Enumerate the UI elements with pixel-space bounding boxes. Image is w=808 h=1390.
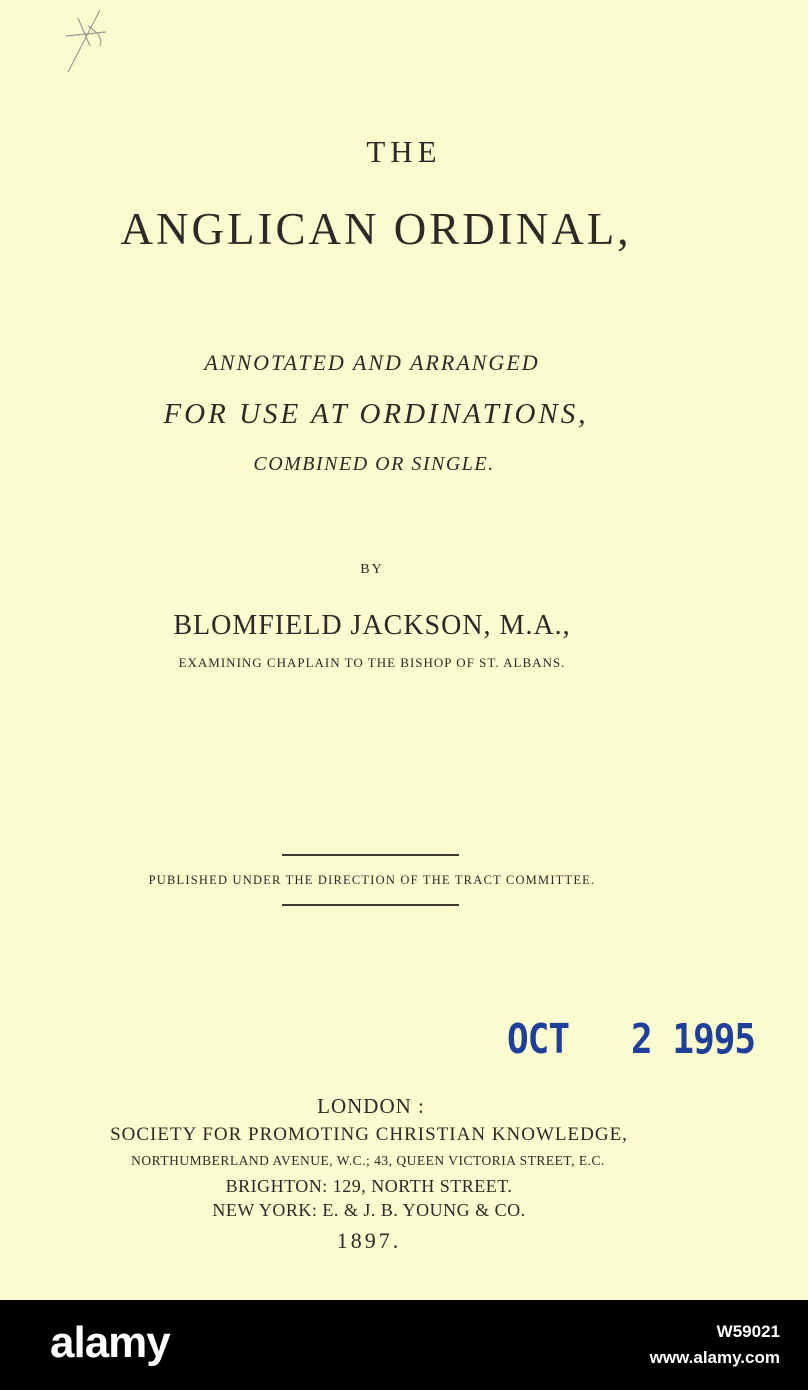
imprint-address: NORTHUMBERLAND AVENUE, W.C.; 43, QUEEN VICTORIA STREET, E.C. bbox=[131, 1153, 605, 1168]
divider-top bbox=[282, 854, 459, 856]
imprint-year: 1897. bbox=[336, 1228, 402, 1253]
by-label: BY bbox=[360, 562, 384, 577]
imprint-newyork: NEW YORK: E. & J. B. YOUNG & CO. bbox=[212, 1200, 526, 1220]
published-note: PUBLISHED UNDER THE DIRECTION OF THE TRACT COMMITTEE. bbox=[148, 873, 596, 887]
date-stamp: OCT 2 1995 bbox=[507, 1016, 756, 1064]
imprint-brighton: BRIGHTON: 129, NORTH STREET. bbox=[225, 1176, 513, 1196]
pencil-mark-icon bbox=[60, 6, 110, 76]
title-line-2: ANGLICAN ORDINAL, bbox=[120, 204, 632, 254]
title-line-1: THE bbox=[366, 134, 442, 169]
image-id: W59021 bbox=[716, 1322, 780, 1341]
imprint-publisher: SOCIETY FOR PROMOTING CHRISTIAN KNOWLEDGE, bbox=[110, 1124, 628, 1145]
subtitle-line-2: FOR USE AT ORDINATIONS, bbox=[163, 398, 589, 430]
subtitle-line-1: ANNOTATED AND ARRANGED bbox=[204, 350, 540, 375]
author-role: EXAMINING CHAPLAIN TO THE BISHOP OF ST. ALBANS. bbox=[178, 655, 566, 670]
subtitle-line-3: COMBINED OR SINGLE. bbox=[253, 453, 495, 475]
brand-logo: alamy bbox=[50, 1318, 170, 1367]
divider-bottom bbox=[282, 904, 459, 906]
author-name: BLOMFIELD JACKSON, M.A., bbox=[173, 610, 571, 641]
imprint-city: LONDON : bbox=[317, 1094, 425, 1118]
site-url: www.alamy.com bbox=[649, 1348, 780, 1367]
